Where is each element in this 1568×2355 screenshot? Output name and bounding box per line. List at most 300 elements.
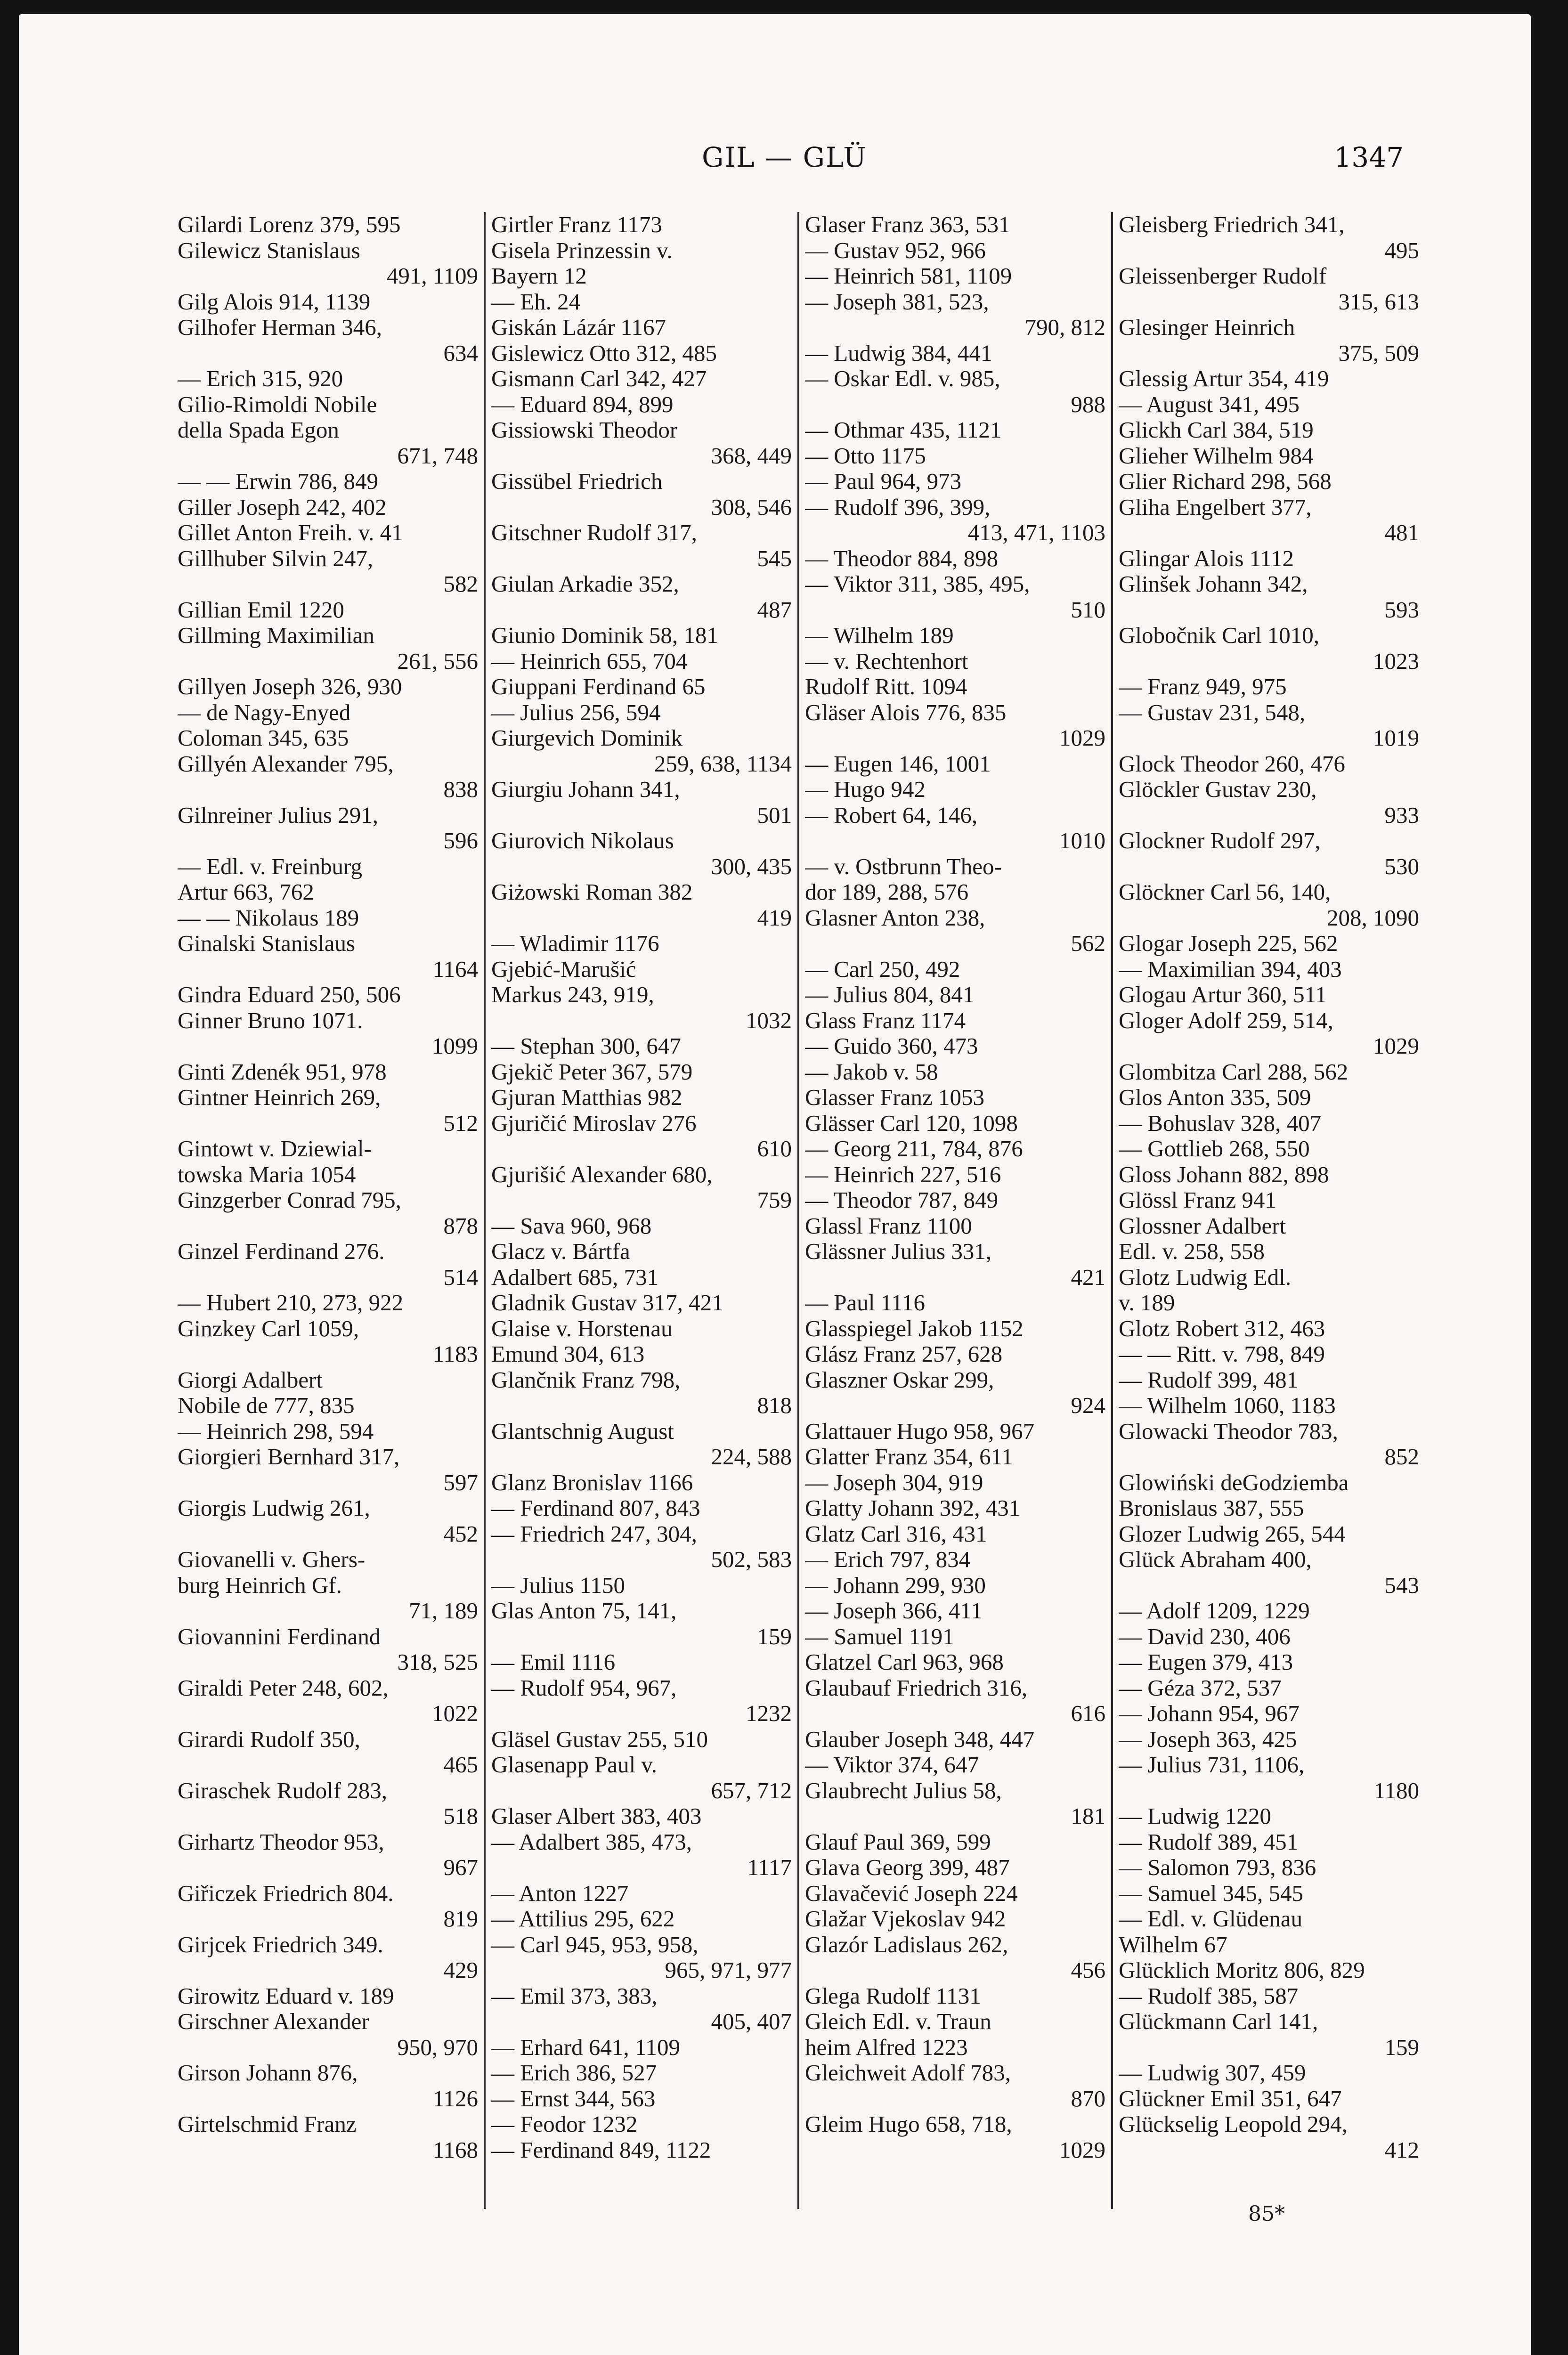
index-entry-line: 562 [1071, 931, 1105, 956]
index-entry-line: Girtelschmid Franz [178, 2111, 357, 2137]
page [19, 14, 1531, 2355]
index-entry-line: Gloss Johann 882, 898 [1119, 1161, 1329, 1187]
index-entry-line: — Joseph 366, 411 [805, 1598, 983, 1624]
index-entry-line: — Julius 1150 [491, 1572, 626, 1598]
index-entry-line: 543 [1384, 1572, 1419, 1598]
index-entry-line: Giskán Lázár 1167 [491, 315, 666, 340]
index-entry-line: — de Nagy-Enyed [178, 699, 351, 725]
index-entry-line: Adalbert 685, 731 [491, 1264, 659, 1290]
index-entry-line: — Adolf 1209, 1229 [1119, 1598, 1310, 1624]
index-entry-line: Glöckler Gustav 230, [1119, 777, 1317, 802]
index-entry-line: Wilhelm 67 [1119, 1932, 1227, 1957]
index-entry-line: 208, 1090 [1327, 905, 1419, 931]
index-entry-line: — Othmar 435, 1121 [805, 417, 1002, 443]
index-entry-line: — Rudolf 396, 399, [805, 494, 991, 520]
index-entry-line: — Erich 386, 527 [491, 2060, 657, 2086]
index-entry-line: 318, 525 [397, 1649, 478, 1675]
index-entry-line: Giorgis Ludwig 261, [178, 1495, 370, 1521]
index-entry-line: Gismann Carl 342, 427 [491, 366, 707, 391]
index-entry-line: Gilardi Lorenz 379, 595 [178, 212, 401, 237]
index-entry-line: Glaser Albert 383, 403 [491, 1803, 702, 1829]
index-entry-line: Girschner Alexander [178, 2009, 369, 2034]
index-entry-line: 870 [1071, 2086, 1105, 2111]
index-entry-line: Nobile de 777, 835 [178, 1393, 355, 1418]
index-entry-line: — Theodor 884, 898 [805, 545, 999, 571]
index-entry-line: — Erhard 641, 1109 [491, 2034, 680, 2060]
index-entry-line: Gissiowski Theodor [491, 417, 678, 443]
index-entry-line: — Paul 1116 [805, 1290, 925, 1316]
index-entry-line: 518 [443, 1803, 478, 1829]
index-entry-line: Emund 304, 613 [491, 1341, 645, 1367]
index-entry-line: Glock Theodor 260, 476 [1119, 751, 1345, 777]
index-entry-line: Glatty Johann 392, 431 [805, 1495, 1021, 1521]
index-entry-line: Ginzkey Carl 1059, [178, 1316, 359, 1341]
index-entry-line: — Jakob v. 58 [805, 1059, 938, 1085]
column-1 [172, 212, 484, 2209]
index-entry-line: Glossner Adalbert [1119, 1213, 1286, 1239]
index-entry-line: — v. Rechtenhort [805, 648, 968, 674]
index-entry-line: 530 [1384, 853, 1419, 879]
index-entry-line: — Eugen 379, 413 [1119, 1649, 1293, 1675]
index-entry-line: 510 [1071, 597, 1105, 623]
index-entry-line: — Sava 960, 968 [491, 1213, 652, 1239]
index-entry-line: 924 [1071, 1393, 1105, 1418]
page-number: 1347 [1334, 141, 1404, 173]
index-entry-line: Ginzgerber Conrad 795, [178, 1187, 401, 1213]
index-entry-line: Glowacki Theodor 783, [1119, 1418, 1338, 1444]
index-entry-line: 759 [757, 1187, 792, 1213]
index-entry-line: — Paul 964, 973 [805, 469, 962, 494]
index-entry-line: — Emil 373, 383, [491, 1983, 658, 2009]
index-entry-line: Giunio Dominik 58, 181 [491, 623, 718, 648]
index-entry-line: — Anton 1227 [491, 1880, 629, 1906]
index-entry-line: 259, 638, 1134 [654, 751, 792, 777]
index-entry-line: 1029 [1373, 1033, 1419, 1059]
index-entry-line: 790, 812 [1024, 315, 1105, 340]
index-entry-line: heim Alfred 1223 [805, 2034, 968, 2060]
index-entry-line: 495 [1384, 237, 1419, 263]
index-entry-line: Gloger Adolf 259, 514, [1119, 1007, 1333, 1033]
index-entry-line: — Julius 731, 1106, [1119, 1752, 1305, 1778]
index-entry-line: Giřiczek Friedrich 804. [178, 1880, 394, 1906]
index-entry-line: Gleisberg Friedrich 341, [1119, 212, 1345, 237]
index-entry-line: Giuppani Ferdinand 65 [491, 674, 706, 699]
index-entry-line: — August 341, 495 [1119, 391, 1300, 417]
index-entry-line: Girardi Rudolf 350, [178, 1726, 360, 1752]
index-entry-line: 1180 [1373, 1778, 1419, 1803]
index-entry-line: — Gustav 231, 548, [1119, 699, 1306, 725]
index-entry-line: 368, 449 [711, 443, 792, 469]
index-entry-line: Giovanelli v. Ghers- [178, 1547, 366, 1572]
index-entry-line: — Ludwig 384, 441 [805, 340, 992, 366]
index-entry-line: Glantschnig August [491, 1418, 674, 1444]
index-entry-line: — Hubert 210, 273, 922 [178, 1290, 404, 1316]
index-entry-line: Glücklich Moritz 806, 829 [1119, 1957, 1365, 1983]
index-entry-line: Gleissenberger Rudolf [1119, 263, 1327, 289]
index-entry-line: — v. Ostbrunn Theo- [805, 853, 1002, 879]
index-entry-line: Glasenapp Paul v. [491, 1752, 657, 1778]
index-entry-line: Glässer Carl 120, 1098 [805, 1110, 1018, 1136]
index-entry-line: 634 [443, 340, 478, 366]
index-entry-line: Glogau Artur 360, 511 [1119, 982, 1327, 1007]
index-entry-line: 452 [443, 1521, 478, 1547]
index-entry-line: Glotz Ludwig Edl. [1119, 1264, 1292, 1290]
index-entry-line: Giurgiu Johann 341, [491, 777, 680, 802]
index-entry-line: — Heinrich 655, 704 [491, 648, 688, 674]
index-entry-line: 988 [1071, 391, 1105, 417]
index-entry-line: Gjebić-Marušić [491, 956, 636, 982]
index-entry-line: 933 [1384, 802, 1419, 828]
index-entry-line: 965, 971, 977 [665, 1957, 792, 1983]
index-entry-line: — Samuel 345, 545 [1119, 1880, 1303, 1906]
index-columns [172, 212, 1425, 2209]
index-entry-line: 597 [443, 1470, 478, 1495]
index-entry-line: 878 [443, 1213, 478, 1239]
index-entry-line: Edl. v. 258, 558 [1119, 1239, 1265, 1264]
index-entry-line: Giorgi Adalbert [178, 1367, 323, 1393]
index-entry-line: — Gustav 952, 966 [805, 237, 986, 263]
index-entry-line: Gliha Engelbert 377, [1119, 494, 1312, 520]
index-entry-line: Ginalski Stanislaus [178, 931, 356, 956]
index-entry-line: Gladnik Gustav 317, 421 [491, 1290, 723, 1316]
index-entry-line: — Franz 949, 975 [1119, 674, 1287, 699]
index-entry-line: Giżowski Roman 382 [491, 879, 693, 905]
index-entry-line: Glattauer Hugo 958, 967 [805, 1418, 1035, 1444]
index-entry-line: Glava Georg 399, 487 [805, 1855, 1010, 1880]
index-entry-line: 657, 712 [711, 1778, 792, 1803]
index-entry-line: Glauber Joseph 348, 447 [805, 1726, 1035, 1752]
index-entry-line: 1032 [746, 1007, 792, 1033]
index-entry-line: Giraldi Peter 248, 602, [178, 1675, 389, 1701]
index-entry-line: Globočnik Carl 1010, [1119, 623, 1319, 648]
index-entry-line: — Viktor 311, 385, 495, [805, 571, 1030, 597]
index-entry-line: — Feodor 1232 [491, 2111, 638, 2137]
index-entry-line: 1099 [432, 1033, 478, 1059]
index-entry-line: — Carl 945, 953, 958, [491, 1932, 699, 1957]
index-entry-line: 596 [443, 828, 478, 853]
index-entry-line: 465 [443, 1752, 478, 1778]
index-entry-line: — Joseph 381, 523, [805, 289, 989, 315]
index-entry-line: Glaser Franz 363, 531 [805, 212, 1010, 237]
index-entry-line: 838 [443, 777, 478, 802]
index-entry-line: — — Erwin 786, 849 [178, 469, 378, 494]
index-entry-line: Glück Abraham 400, [1119, 1547, 1312, 1572]
index-entry-line: — Otto 1175 [805, 443, 926, 469]
index-entry-line: Glieher Wilhelm 984 [1119, 443, 1314, 469]
index-entry-line: Glos Anton 335, 509 [1119, 1085, 1311, 1110]
index-entry-line: — Ludwig 1220 [1119, 1803, 1271, 1829]
index-entry-line: Glössl Franz 941 [1119, 1187, 1276, 1213]
index-entry-line: — Géza 372, 537 [1119, 1675, 1282, 1701]
index-entry-line: 481 [1384, 520, 1419, 545]
index-entry-line: 261, 556 [397, 648, 478, 674]
index-entry-line: 412 [1384, 2137, 1419, 2163]
index-entry-line: — Carl 250, 492 [805, 956, 960, 982]
index-entry-line: Girjcek Friedrich 349. [178, 1932, 383, 1957]
index-entry-line: Coloman 345, 635 [178, 725, 349, 751]
index-entry-line: Glückner Emil 351, 647 [1119, 2086, 1342, 2111]
index-entry-line: 487 [757, 597, 792, 623]
index-entry-line: — Ernst 344, 563 [491, 2086, 656, 2111]
index-entry-line: — Ferdinand 849, 1122 [491, 2137, 711, 2163]
index-entry-line: Gläsel Gustav 255, 510 [491, 1726, 708, 1752]
index-entry-line: v. 189 [1119, 1290, 1175, 1316]
index-entry-line: — Erich 797, 834 [805, 1547, 971, 1572]
index-entry-line: Glickh Carl 384, 519 [1119, 417, 1314, 443]
index-entry-line: — Stephan 300, 647 [491, 1033, 681, 1059]
index-entry-line: 610 [757, 1136, 792, 1161]
index-entry-line: Gillian Emil 1220 [178, 597, 344, 623]
index-entry-line: 1029 [1059, 725, 1105, 751]
index-entry-line: — — Ritt. v. 798, 849 [1119, 1341, 1325, 1367]
index-entry-line: 514 [443, 1264, 478, 1290]
index-entry-line: Glotz Robert 312, 463 [1119, 1316, 1325, 1341]
index-entry-line: Glacz v. Bártfa [491, 1239, 630, 1264]
column-4 [1111, 212, 1425, 2209]
index-entry-line: 1117 [747, 1855, 792, 1880]
index-entry-line: Glasser Franz 1053 [805, 1085, 985, 1110]
index-entry-line: 967 [443, 1855, 478, 1880]
index-entry-line: Giurovich Nikolaus [491, 828, 674, 853]
index-entry-line: Glöckner Carl 56, 140, [1119, 879, 1331, 905]
index-entry-line: 852 [1384, 1444, 1419, 1470]
index-entry-line: Glažar Vjekoslav 942 [805, 1906, 1006, 1932]
index-entry-line: 375, 509 [1338, 340, 1419, 366]
index-entry-line: 71, 189 [409, 1598, 478, 1624]
index-entry-line: Gilhofer Herman 346, [178, 315, 382, 340]
index-entry-line: Gilio-Rimoldi Nobile [178, 391, 377, 417]
index-entry-line: Bronislaus 387, 555 [1119, 1495, 1304, 1521]
index-entry-line: 582 [443, 571, 478, 597]
index-entry-line: — Ludwig 307, 459 [1119, 2060, 1306, 2086]
printer-signature: 85* [1248, 2202, 1285, 2226]
index-entry-line: — Attilius 295, 622 [491, 1906, 675, 1932]
index-entry-line: Girowitz Eduard v. 189 [178, 1983, 394, 2009]
index-entry-line: — Eh. 24 [491, 289, 581, 315]
index-entry-line: Gitschner Rudolf 317, [491, 520, 697, 545]
index-entry-line: Glinšek Johann 342, [1119, 571, 1308, 597]
index-entry-line: 308, 546 [711, 494, 792, 520]
index-entry-line: burg Heinrich Gf. [178, 1572, 342, 1598]
index-entry-line: Glančnik Franz 798, [491, 1367, 681, 1393]
index-entry-line: Gilg Alois 914, 1139 [178, 289, 371, 315]
index-entry-line: Markus 243, 919, [491, 982, 654, 1007]
index-entry-line: Giraschek Rudolf 283, [178, 1778, 387, 1803]
index-entry-line: Glaubauf Friedrich 316, [805, 1675, 1028, 1701]
index-entry-line: 1019 [1373, 725, 1419, 751]
index-entry-line: Artur 663, 762 [178, 879, 314, 905]
index-entry-line: 502, 583 [711, 1547, 792, 1572]
index-entry-line: — Erich 315, 920 [178, 366, 343, 391]
index-entry-line: — Adalbert 385, 473, [491, 1829, 692, 1855]
index-entry-line: Gillyén Alexander 795, [178, 751, 394, 777]
index-entry-line: Glombitza Carl 288, 562 [1119, 1059, 1349, 1085]
index-entry-line: 593 [1384, 597, 1419, 623]
index-entry-line: Gjurišić Alexander 680, [491, 1161, 713, 1187]
index-entry-line: — Rudolf 399, 481 [1119, 1367, 1299, 1393]
index-entry-line: Gisela Prinzessin v. [491, 237, 673, 263]
index-entry-line: 159 [757, 1624, 792, 1649]
index-entry-line: Rudolf Ritt. 1094 [805, 674, 967, 699]
index-entry-line: Gillyen Joseph 326, 930 [178, 674, 402, 699]
index-entry-line: Gissübel Friedrich [491, 469, 663, 494]
index-entry-line: — Samuel 1191 [805, 1624, 954, 1649]
index-entry-line: — Robert 64, 146, [805, 802, 978, 828]
index-entry-line: 1023 [1373, 648, 1419, 674]
index-entry-line: Glatzel Carl 963, 968 [805, 1649, 1004, 1675]
index-entry-line: 1168 [432, 2137, 478, 2163]
index-entry-line: Ginzel Ferdinand 276. [178, 1239, 385, 1264]
index-entry-line: — Heinrich 581, 1109 [805, 263, 1012, 289]
index-entry-line: Ginner Bruno 1071. [178, 1007, 363, 1033]
index-entry-line: — Bohuslav 328, 407 [1119, 1110, 1322, 1136]
index-entry-line: 419 [757, 905, 792, 931]
index-entry-line: — Joseph 304, 919 [805, 1470, 983, 1495]
index-entry-line: 413, 471, 1103 [967, 520, 1105, 545]
index-entry-line: Glessig Artur 354, 419 [1119, 366, 1329, 391]
index-entry-line: — Julius 256, 594 [491, 699, 661, 725]
page-title: GIL — GLÜ [702, 141, 868, 173]
index-entry-line: Glass Franz 1174 [805, 1007, 966, 1033]
index-entry-line: — Rudolf 389, 451 [1119, 1829, 1299, 1855]
index-entry-line: — Salomon 793, 836 [1119, 1855, 1316, 1880]
index-entry-line: — Eugen 146, 1001 [805, 751, 991, 777]
index-entry-line: 1010 [1059, 828, 1105, 853]
index-entry-line: Gläser Alois 776, 835 [805, 699, 1007, 725]
index-entry-line: 159 [1384, 2034, 1419, 2060]
index-entry-line: Gleim Hugo 658, 718, [805, 2111, 1012, 2137]
index-entry-line: 950, 970 [397, 2034, 478, 2060]
index-entry-line: dor 189, 288, 576 [805, 879, 969, 905]
index-entry-line: Glässner Julius 331, [805, 1239, 992, 1264]
index-entry-line: Glückmann Carl 141, [1119, 2009, 1318, 2034]
index-entry-line: Glatter Franz 354, 611 [805, 1444, 1013, 1470]
index-entry-line: — Eduard 894, 899 [491, 391, 674, 417]
index-entry-line: 501 [757, 802, 792, 828]
index-entry-line: Glesinger Heinrich [1119, 315, 1295, 340]
index-entry-line: — Maximilian 394, 403 [1119, 956, 1342, 982]
column-3 [797, 212, 1111, 2209]
index-entry-line: — Emil 1116 [491, 1649, 616, 1675]
index-entry-line: Glasner Anton 238, [805, 905, 985, 931]
index-entry-line: Glückselig Leopold 294, [1119, 2111, 1348, 2137]
index-entry-line: 1164 [432, 956, 478, 982]
index-entry-line: Girtler Franz 1173 [491, 212, 662, 237]
index-entry-line: Glaubrecht Julius 58, [805, 1778, 1002, 1803]
index-entry-line: della Spada Egon [178, 417, 339, 443]
index-entry-line: 512 [443, 1110, 478, 1136]
index-entry-line: Bayern 12 [491, 263, 587, 289]
index-entry-line: 1126 [432, 2086, 478, 2111]
index-entry-line: Glaszner Oskar 299, [805, 1367, 994, 1393]
index-entry-line: Gislewicz Otto 312, 485 [491, 340, 717, 366]
index-entry-line: — Wilhelm 189 [805, 623, 954, 648]
index-entry-line: — — Nikolaus 189 [178, 905, 359, 931]
index-entry-line: Gillhuber Silvin 247, [178, 545, 374, 571]
index-entry-line: Gillming Maximilian [178, 623, 374, 648]
index-entry-line: Girhartz Theodor 953, [178, 1829, 384, 1855]
index-entry-line: Glowiński deGodziemba [1119, 1470, 1349, 1495]
index-entry-line: Glogar Joseph 225, 562 [1119, 931, 1338, 956]
index-entry-line: — Ferdinand 807, 843 [491, 1495, 700, 1521]
index-entry-line: — Oskar Edl. v. 985, [805, 366, 1000, 391]
index-entry-line: 224, 588 [711, 1444, 792, 1470]
index-entry-line: Glavačević Joseph 224 [805, 1880, 1018, 1906]
index-entry-line: — Heinrich 227, 516 [805, 1161, 1001, 1187]
index-entry-line: Glasspiegel Jakob 1152 [805, 1316, 1024, 1341]
index-entry-line: Glingar Alois 1112 [1119, 545, 1294, 571]
index-entry-line: — Wladimir 1176 [491, 931, 659, 956]
index-entry-line: Girson Johann 876, [178, 2060, 358, 2086]
index-entry-line: Glász Franz 257, 628 [805, 1341, 1003, 1367]
index-entry-line: 456 [1071, 1957, 1105, 1983]
index-entry-line: Giulan Arkadie 352, [491, 571, 679, 597]
index-entry-line: Gilewicz Stanislaus [178, 237, 360, 263]
index-entry-line: Giorgieri Bernhard 317, [178, 1444, 400, 1470]
index-entry-line: Giovannini Ferdinand [178, 1624, 381, 1649]
index-entry-line: Gjekič Peter 367, 579 [491, 1059, 693, 1085]
index-entry-line: 429 [443, 1957, 478, 1983]
index-entry-line: — Theodor 787, 849 [805, 1187, 999, 1213]
index-entry-line: — Viktor 374, 647 [805, 1752, 979, 1778]
index-entry-line: Glaise v. Horstenau [491, 1316, 673, 1341]
index-entry-line: Gjuran Matthias 982 [491, 1085, 682, 1110]
index-entry-line: 545 [757, 545, 792, 571]
index-entry-line: 1183 [432, 1341, 478, 1367]
index-entry-line: 491, 1109 [386, 263, 478, 289]
index-entry-line: Glega Rudolf 1131 [805, 1983, 981, 2009]
index-entry-line: — Johann 954, 967 [1119, 1701, 1300, 1726]
index-entry-line: 181 [1071, 1803, 1105, 1829]
index-entry-line: — Joseph 363, 425 [1119, 1726, 1297, 1752]
index-entry-line: 671, 748 [397, 443, 478, 469]
index-entry-line: 315, 613 [1338, 289, 1419, 315]
index-entry-line: towska Maria 1054 [178, 1161, 356, 1187]
index-entry-line: — Edl. v. Freinburg [178, 853, 362, 879]
index-entry-line: Gillet Anton Freih. v. 41 [178, 520, 403, 545]
index-entry-line: Glatz Carl 316, 431 [805, 1521, 987, 1547]
index-entry-line: — Hugo 942 [805, 777, 926, 802]
index-entry-line: Glier Richard 298, 568 [1119, 469, 1332, 494]
index-entry-line: — Johann 299, 930 [805, 1572, 986, 1598]
index-entry-line: 616 [1071, 1701, 1105, 1726]
index-entry-line: Glozer Ludwig 265, 544 [1119, 1521, 1346, 1547]
index-entry-line: Gleichweit Adolf 783, [805, 2060, 1011, 2086]
index-entry-line: Gilnreiner Julius 291, [178, 802, 378, 828]
index-entry-line: 300, 435 [711, 853, 792, 879]
index-entry-line: — Rudolf 954, 967, [491, 1675, 677, 1701]
index-entry-line: Gleich Edl. v. Traun [805, 2009, 991, 2034]
index-entry-line: Giller Joseph 242, 402 [178, 494, 387, 520]
index-entry-line: Gintowt v. Dziewial- [178, 1136, 372, 1161]
index-entry-line: — Wilhelm 1060, 1183 [1119, 1393, 1336, 1418]
index-entry-line: — Georg 211, 784, 876 [805, 1136, 1023, 1161]
index-entry-line: — Rudolf 385, 587 [1119, 1983, 1299, 2009]
index-entry-line: — Julius 804, 841 [805, 982, 975, 1007]
running-head [19, 141, 1531, 179]
column-2 [484, 212, 797, 2209]
index-entry-line: 1232 [746, 1701, 792, 1726]
index-entry-line: Glazór Ladislaus 262, [805, 1932, 1008, 1957]
index-entry-line: Gintner Heinrich 269, [178, 1085, 381, 1110]
index-entry-line: 818 [757, 1393, 792, 1418]
index-entry-line: — Edl. v. Glüdenau [1119, 1906, 1303, 1932]
index-entry-line: — Heinrich 298, 594 [178, 1418, 374, 1444]
index-entry-line: 405, 407 [711, 2009, 792, 2034]
index-entry-line: — Friedrich 247, 304, [491, 1521, 697, 1547]
index-entry-line: Gjuričić Miroslav 276 [491, 1110, 697, 1136]
index-entry-line: 421 [1071, 1264, 1105, 1290]
